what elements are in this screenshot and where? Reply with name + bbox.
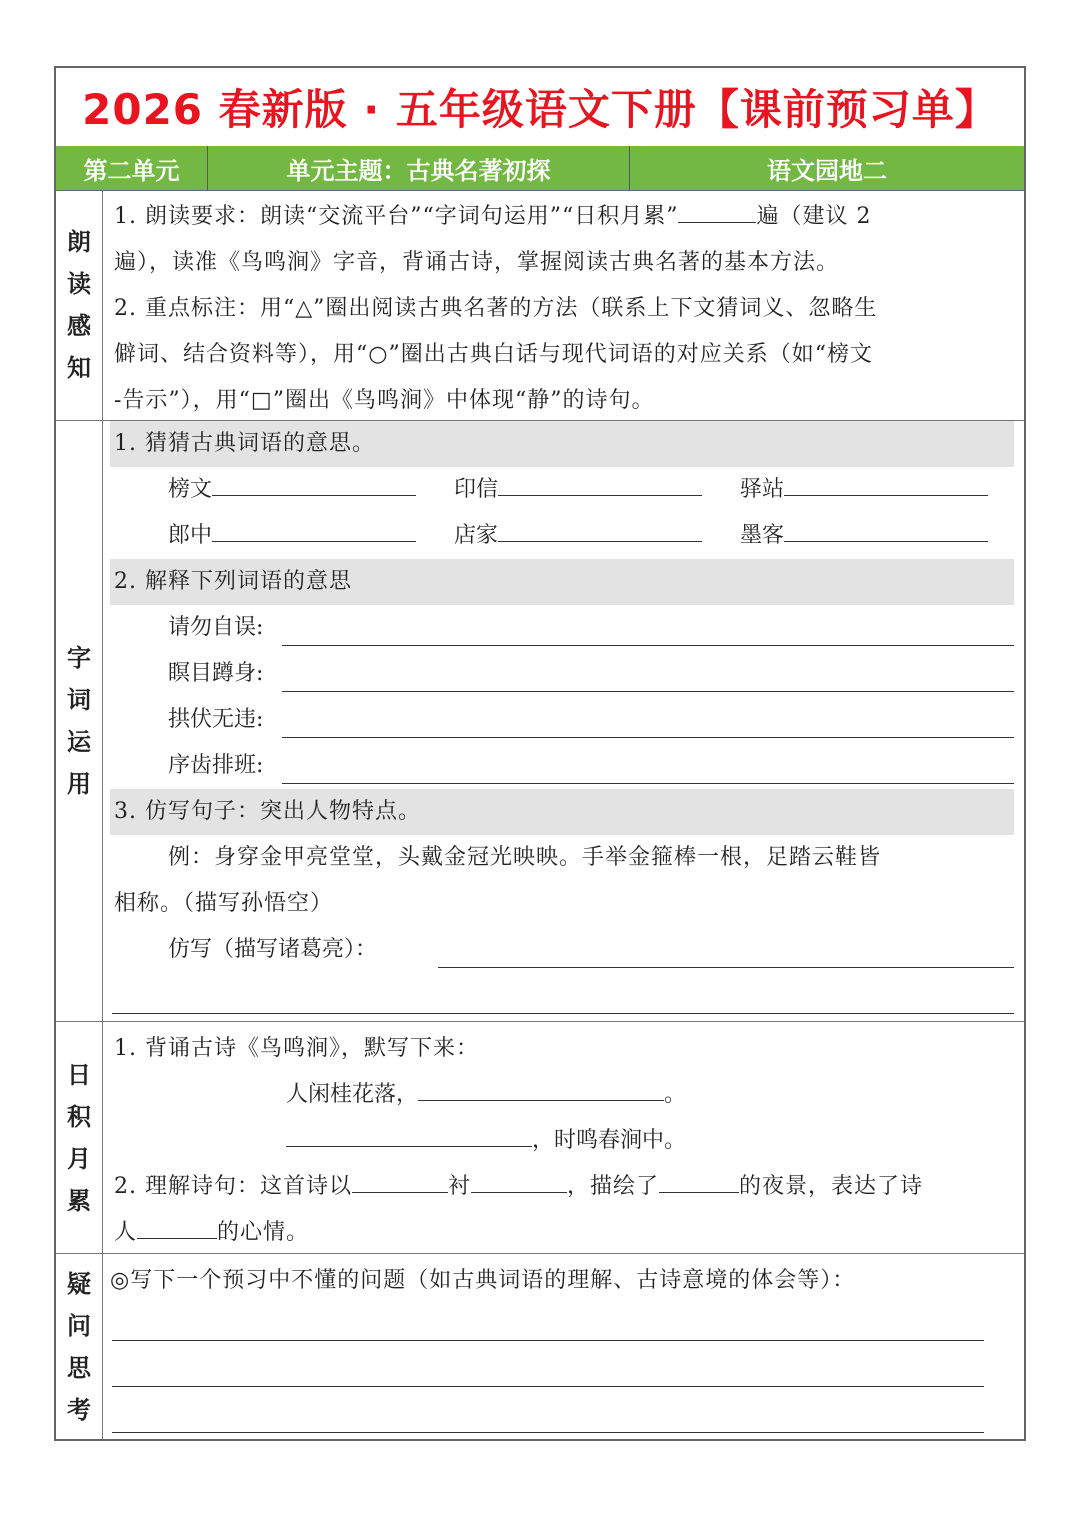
- word-moke: 墨客: [740, 513, 988, 559]
- blank-times[interactable]: [678, 194, 756, 223]
- unit-header-bar: [56, 146, 1024, 191]
- answer-blank[interactable]: [212, 513, 416, 542]
- blank-d[interactable]: [137, 1210, 217, 1239]
- section-accumulation: [56, 1022, 1024, 1254]
- section-label-vocabulary: 字 词 运 用: [56, 421, 103, 1021]
- section-label-accumulation: 日 积 月 累: [56, 1022, 103, 1253]
- example-sentence: 例：身穿金甲亮堂堂，头戴金冠光映映。手举金箍棒一根，足踏云鞋皆: [168, 845, 882, 870]
- vocab-question-1: 1. 猜猜古典词语的意思。: [114, 431, 375, 456]
- section-reading: [56, 190, 1024, 421]
- answer-line[interactable]: [438, 967, 1014, 968]
- vocab-question-2: 2. 解释下列词语的意思: [114, 569, 352, 594]
- word-yinxin: 印信: [454, 467, 702, 513]
- blank-b[interactable]: [471, 1164, 567, 1193]
- answer-line[interactable]: [112, 1432, 984, 1433]
- blank-c[interactable]: [659, 1164, 739, 1193]
- explain-word: 瞑目蹲身:: [168, 661, 264, 686]
- page-title: 2026 春新版 · 五年级语文下册【课前预习单】: [56, 68, 1024, 148]
- explain-word: 拱伏无违:: [168, 707, 264, 732]
- answer-line[interactable]: [282, 737, 1014, 738]
- poem-line-1: 人闲桂花落， 。: [286, 1072, 686, 1118]
- poem-blank-2[interactable]: [286, 1118, 532, 1147]
- reading-requirement-cont: 遍），读准《鸟鸣涧》字音，背诵古诗，掌握阅读古典名著的基本方法。: [114, 250, 840, 275]
- answer-line[interactable]: [112, 1386, 984, 1387]
- word-bangwen: 榜文: [168, 467, 416, 513]
- answer-blank[interactable]: [784, 467, 988, 496]
- marking-instruction-cont: 僻词、结合资料等），用“○”圈出古典白话与现代词语的对应关系（如“榜文: [114, 342, 873, 367]
- blank-a[interactable]: [352, 1164, 448, 1193]
- answer-line[interactable]: [112, 1340, 984, 1341]
- poem-question-2: 2. 理解诗句：这首诗以 衬 ，描绘了 的夜景，表达了诗: [114, 1164, 1014, 1210]
- unit-theme: 单元主题：古典名著初探: [208, 146, 630, 190]
- vocab-question-3: 3. 仿写句子：突出人物特点。: [114, 799, 421, 824]
- marking-instruction: 2. 重点标注：用“△”圈出阅读古典名著的方法（联系上下文猜词义、忽略生: [114, 296, 878, 321]
- explain-word: 序齿排班:: [168, 753, 264, 778]
- word-dianjia: 店家: [454, 513, 702, 559]
- poem-line-2: ，时鸣春涧中。: [286, 1118, 686, 1164]
- poem-blank-1[interactable]: [418, 1072, 664, 1101]
- explain-word: 请勿自误:: [168, 615, 264, 640]
- section-label-questions: 疑 问 思 考: [56, 1254, 103, 1439]
- poem-question-1: 1. 背诵古诗《鸟鸣涧》，默写下来：: [114, 1036, 479, 1061]
- answer-line[interactable]: [282, 645, 1014, 646]
- reading-requirement: 1. 朗读要求：朗读“交流平台”“字词句运用”“日积月累” 遍（建议 2: [114, 194, 1014, 240]
- section-questions: [56, 1254, 1024, 1439]
- poem-question-2-cont: 人 的心情。: [114, 1210, 1014, 1256]
- lesson-name: 语文园地二: [767, 156, 887, 185]
- unit-label: 第二单元: [56, 146, 208, 190]
- answer-line[interactable]: [112, 1013, 1014, 1014]
- worksheet: [54, 66, 1026, 1441]
- section-label-reading: 朗 读 感 知: [56, 190, 103, 420]
- example-sentence-cont: 相称。（描写孙悟空）: [114, 891, 334, 916]
- word-yizhan: 驿站: [740, 467, 988, 513]
- word-langzhong: 郎中: [168, 513, 416, 559]
- question-prompt: ◎写下一个预习中不懂的问题（如古典词语的理解、古诗意境的体会等）：: [110, 1268, 856, 1293]
- answer-line[interactable]: [282, 783, 1014, 784]
- answer-blank[interactable]: [498, 513, 702, 542]
- answer-line[interactable]: [282, 691, 1014, 692]
- section-vocabulary: [56, 421, 1024, 1022]
- answer-blank[interactable]: [212, 467, 416, 496]
- answer-blank[interactable]: [498, 467, 702, 496]
- answer-blank[interactable]: [784, 513, 988, 542]
- marking-instruction-end: -告示”），用“□”圈出《鸟鸣涧》中体现“静”的诗句。: [114, 388, 655, 413]
- imitate-prompt: 仿写（描写诸葛亮）：: [168, 937, 378, 962]
